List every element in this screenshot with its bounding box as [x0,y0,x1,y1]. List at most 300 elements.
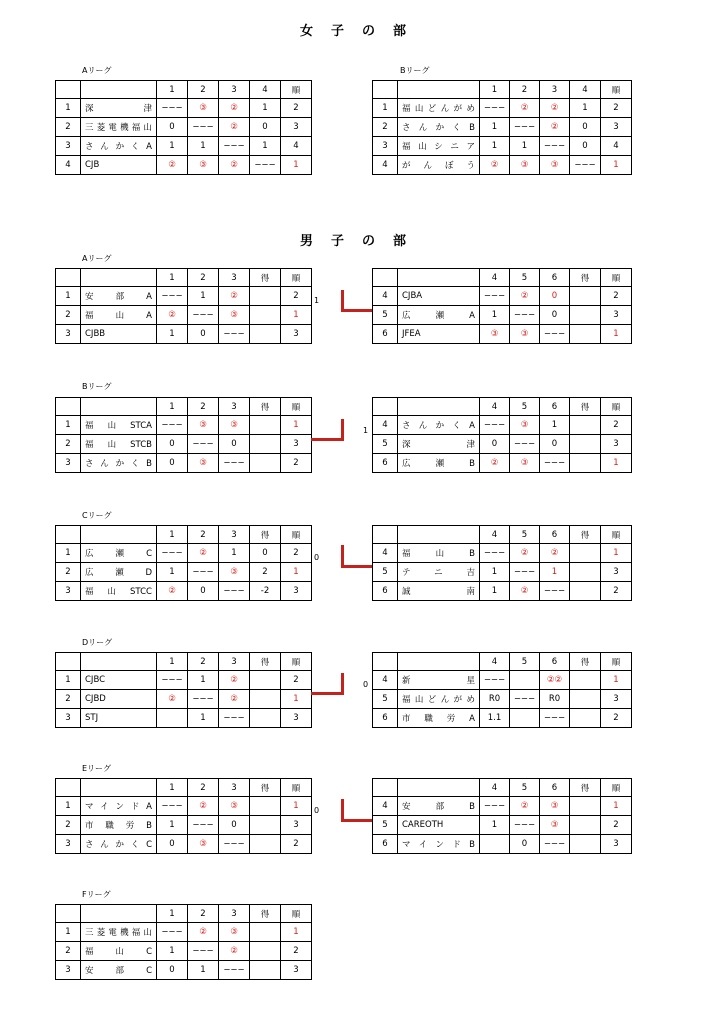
result-cell: ②② [540,671,570,690]
header-cell: 6 [540,269,570,287]
women-league-b-table [372,80,632,175]
table-row [373,99,632,118]
result-cell: 1 [188,137,219,156]
result-cell: 1 [157,816,188,835]
result-cell: −−− [188,942,219,961]
men-title: 男子の部 [299,234,424,249]
row-number: 6 [373,709,398,728]
result-cell: −−− [157,287,188,306]
result-cell: −−− [540,454,570,473]
header-cell: 1 [157,653,188,671]
rank-cell: 2 [601,582,632,601]
result-cell [250,961,281,980]
men-league-a-right-table [372,268,632,344]
header-row [373,779,632,797]
row-number: 5 [373,306,398,325]
men-league-e-right-table [372,778,632,854]
men-league-c-left-table [55,525,312,601]
result-cell [250,923,281,942]
team-name: 安部B [398,797,480,816]
header-cell [56,269,81,287]
table-row [373,416,632,435]
result-cell [570,671,601,690]
team-name: 安部A [81,287,157,306]
header-cell: 5 [510,653,540,671]
row-number: 2 [56,306,81,325]
header-cell: 6 [540,779,570,797]
header-cell: 4 [480,398,510,416]
table-row [373,118,632,137]
header-cell: 順 [281,905,312,923]
header-cell [56,779,81,797]
result-cell: ② [510,544,540,563]
table-row [56,454,312,473]
result-cell: ③ [219,797,250,816]
result-cell: 0 [157,835,188,854]
result-cell: ③ [510,416,540,435]
result-cell: 2 [250,563,281,582]
women-league-a-table [55,80,312,175]
women-league-b-label: Bリーグ [400,66,430,75]
team-name: テニ吉 [398,563,480,582]
team-name: 三菱電機福山 [81,923,157,942]
result-cell: 1 [250,137,281,156]
team-name: 安部C [81,961,157,980]
result-cell: −−− [480,671,510,690]
team-name: 福山A [81,306,157,325]
result-cell [510,709,540,728]
row-number: 5 [373,816,398,835]
rank-cell: 1 [281,156,312,175]
result-cell: −−− [188,816,219,835]
table-row [56,709,312,728]
rank-cell: 3 [601,306,632,325]
header-cell: 得 [250,398,281,416]
result-cell: 0 [157,435,188,454]
header-cell: 1 [157,269,188,287]
row-number: 3 [56,835,81,854]
result-cell: ② [188,923,219,942]
result-cell: 1 [188,709,219,728]
header-cell: 4 [250,81,281,99]
team-name: 福山C [81,942,157,961]
result-cell [570,416,601,435]
header-cell: 2 [188,526,219,544]
result-cell: 1 [570,99,601,118]
result-cell: ② [219,99,250,118]
result-cell: −−− [510,816,540,835]
header-cell [56,905,81,923]
result-cell: −−− [219,137,250,156]
header-cell [373,269,398,287]
row-number: 4 [373,671,398,690]
header-cell [81,398,157,416]
result-cell [250,454,281,473]
result-cell: 1 [480,563,510,582]
result-cell [250,942,281,961]
header-cell: 6 [540,526,570,544]
row-number: 6 [373,835,398,854]
team-name: 新星 [398,671,480,690]
row-number: 4 [373,416,398,435]
table-row [373,544,632,563]
row-number: 2 [56,118,81,137]
result-cell: −−− [157,416,188,435]
team-name: さんかくA [81,137,157,156]
result-cell: 1.1 [480,709,510,728]
table-row [56,544,312,563]
result-cell: ③ [188,835,219,854]
result-cell: 1 [480,582,510,601]
result-cell: −−− [157,99,188,118]
men-league-f-label: Fリーグ [82,890,111,899]
result-cell: 0 [157,118,188,137]
result-cell: ② [510,99,540,118]
rank-cell: 2 [601,287,632,306]
header-cell [373,653,398,671]
result-cell [570,709,601,728]
row-number: 4 [373,287,398,306]
table-row [56,416,312,435]
header-cell: 2 [188,398,219,416]
row-number: 6 [373,582,398,601]
result-cell: 0 [480,435,510,454]
result-cell: −−− [219,325,250,344]
team-name: 広瀬A [398,306,480,325]
men-league-c-right-table [372,525,632,601]
table-row [56,99,312,118]
result-cell [570,835,601,854]
rank-cell: 1 [601,544,632,563]
result-cell [570,690,601,709]
team-name: 福山STCA [81,416,157,435]
men-league-e-left-table [55,778,312,854]
rank-cell: 2 [281,942,312,961]
result-cell: ② [157,582,188,601]
team-name: CJBA [398,287,480,306]
row-number: 1 [373,99,398,118]
result-cell [570,325,601,344]
header-cell [81,653,157,671]
row-number: 4 [373,797,398,816]
result-cell: ② [480,454,510,473]
result-cell: ② [510,582,540,601]
row-number: 2 [56,816,81,835]
team-name: 三菱電機福山 [81,118,157,137]
team-name: CJB [81,156,157,175]
header-row [56,81,312,99]
header-cell [81,81,157,99]
men-league-a-label: Aリーグ [82,254,112,263]
table-row [373,156,632,175]
header-cell: 得 [250,653,281,671]
rank-cell: 1 [281,690,312,709]
rank-cell: 1 [601,454,632,473]
header-cell: 1 [157,398,188,416]
rank-cell: 1 [601,156,632,175]
team-name: 市職労A [398,709,480,728]
result-cell [570,287,601,306]
rank-cell: 1 [281,797,312,816]
header-cell [81,779,157,797]
result-cell: ③ [188,156,219,175]
header-cell: 順 [601,779,632,797]
team-name: マインドB [398,835,480,854]
result-cell: −−− [480,544,510,563]
result-cell: 1 [157,563,188,582]
header-cell [398,81,480,99]
table-row [56,563,312,582]
row-number: 4 [373,156,398,175]
team-name: 広瀬C [81,544,157,563]
header-cell: 6 [540,398,570,416]
header-cell: 1 [157,81,188,99]
men-league-b-right-table [372,397,632,473]
result-cell: −−− [480,416,510,435]
header-cell: 得 [250,779,281,797]
result-cell: −−− [188,118,219,137]
header-cell: 3 [219,779,250,797]
header-cell [373,398,398,416]
rank-cell: 3 [281,435,312,454]
result-cell [570,582,601,601]
result-cell: −−− [540,325,570,344]
rank-cell: 2 [601,99,632,118]
result-cell: 0 [250,544,281,563]
header-cell: 5 [510,398,540,416]
team-name: さんかくB [81,454,157,473]
header-cell: 5 [510,526,540,544]
header-cell [373,779,398,797]
result-cell: ② [219,690,250,709]
result-cell: 1 [157,325,188,344]
result-cell [480,835,510,854]
header-cell: 4 [480,779,510,797]
result-cell: 0 [540,435,570,454]
row-number: 1 [56,416,81,435]
result-cell [570,816,601,835]
result-cell: 0 [157,961,188,980]
result-cell: 1 [480,118,510,137]
result-cell: −−− [540,582,570,601]
rank-cell: 3 [281,816,312,835]
result-cell: ② [188,544,219,563]
header-cell: 1 [157,779,188,797]
header-cell: 順 [281,81,312,99]
result-cell: ② [157,690,188,709]
header-cell: 得 [250,526,281,544]
row-number: 1 [56,287,81,306]
result-cell: ③ [219,416,250,435]
rank-cell: 2 [281,287,312,306]
result-cell: −−− [510,435,540,454]
rank-cell: 2 [281,454,312,473]
table-row [373,306,632,325]
result-cell: −−− [540,137,570,156]
header-cell: 2 [188,905,219,923]
header-cell: 3 [219,653,250,671]
result-cell: ③ [540,816,570,835]
result-cell: −−− [480,287,510,306]
header-cell: 2 [188,779,219,797]
team-name: 福山どんがめ [398,99,480,118]
rank-cell: 3 [601,690,632,709]
header-cell: 得 [570,398,601,416]
result-cell: 0 [540,306,570,325]
header-cell: 得 [570,526,601,544]
result-cell: −−− [188,306,219,325]
rank-cell: 2 [601,709,632,728]
result-cell: −−− [188,563,219,582]
result-cell: R0 [540,690,570,709]
table-row [56,835,312,854]
table-row [56,816,312,835]
result-cell: 1 [188,287,219,306]
result-cell [570,435,601,454]
table-row [373,454,632,473]
rank-cell: 3 [601,563,632,582]
result-cell: ③ [510,454,540,473]
table-row [56,961,312,980]
rank-cell: 1 [281,306,312,325]
result-cell: 1 [540,563,570,582]
header-cell: 2 [188,81,219,99]
rank-cell: 3 [281,118,312,137]
result-cell: −−− [570,156,601,175]
header-cell: 順 [601,81,632,99]
row-number: 1 [56,99,81,118]
team-name: 深津 [81,99,157,118]
result-cell: ② [540,99,570,118]
men-league-a-left-table [55,268,312,344]
result-cell: ② [480,156,510,175]
result-cell: 1 [219,544,250,563]
men-league-e-label: Eリーグ [82,764,112,773]
table-row [56,306,312,325]
rank-cell: 3 [601,435,632,454]
header-cell: 6 [540,653,570,671]
men-league-b-label: Bリーグ [82,382,112,391]
result-cell: ③ [510,156,540,175]
row-number: 5 [373,690,398,709]
header-cell: 順 [601,398,632,416]
result-cell: −−− [480,99,510,118]
result-cell: ② [219,671,250,690]
result-cell [250,435,281,454]
result-cell: 0 [219,435,250,454]
header-row [56,269,312,287]
rank-cell: 2 [281,835,312,854]
rank-cell: 3 [281,325,312,344]
rank-cell: 2 [281,671,312,690]
team-name: 広瀬B [398,454,480,473]
row-number: 2 [56,435,81,454]
result-cell [250,306,281,325]
result-cell [250,287,281,306]
header-cell: 3 [219,398,250,416]
rank-cell: 3 [281,709,312,728]
result-cell: −−− [157,797,188,816]
result-cell: ③ [188,454,219,473]
result-cell: −−− [219,835,250,854]
team-name: さんかくA [398,416,480,435]
result-cell: ③ [188,99,219,118]
rank-cell: 2 [601,816,632,835]
header-row [56,526,312,544]
team-name: 福山B [398,544,480,563]
men-league-f-left-table [55,904,312,980]
result-cell: −−− [219,709,250,728]
result-cell [250,709,281,728]
team-name: CJBD [81,690,157,709]
result-cell [250,816,281,835]
header-cell [398,269,480,287]
result-cell: −−− [219,961,250,980]
header-cell: 3 [219,526,250,544]
result-cell [570,544,601,563]
row-number: 5 [373,435,398,454]
team-name: 広瀬D [81,563,157,582]
header-cell: 順 [601,526,632,544]
table-row [56,287,312,306]
rank-cell: 1 [281,416,312,435]
row-number: 3 [373,137,398,156]
header-cell: 得 [570,653,601,671]
result-cell [570,563,601,582]
result-cell: ② [157,156,188,175]
result-cell [570,454,601,473]
rank-cell: 4 [601,137,632,156]
header-cell: 5 [510,779,540,797]
result-cell: 1 [480,306,510,325]
header-cell: 3 [219,905,250,923]
result-cell [510,671,540,690]
result-cell: ② [540,544,570,563]
header-cell [56,398,81,416]
header-cell [373,526,398,544]
rank-cell: 2 [601,416,632,435]
header-cell: 5 [510,269,540,287]
table-row [56,671,312,690]
result-cell: ③ [540,797,570,816]
row-number: 3 [56,709,81,728]
table-row [56,118,312,137]
team-name: 福山どんがめ [398,690,480,709]
rank-cell: 3 [601,118,632,137]
row-number: 4 [373,544,398,563]
result-cell: −−− [510,118,540,137]
women-league-a-label: Aリーグ [82,66,112,75]
header-cell: 3 [540,81,570,99]
result-cell: ② [510,797,540,816]
table-row [56,156,312,175]
header-row [373,81,632,99]
header-cell: 順 [601,269,632,287]
result-cell: ② [219,287,250,306]
team-name: がんぼう [398,156,480,175]
result-cell: 0 [188,582,219,601]
row-number: 3 [56,582,81,601]
header-row [373,398,632,416]
header-cell: 得 [570,269,601,287]
result-cell: ③ [540,156,570,175]
table-row [56,797,312,816]
row-number: 6 [373,454,398,473]
result-cell: −−− [188,435,219,454]
result-cell: 1 [157,942,188,961]
men-league-e-decider-left: 0 [314,806,320,815]
row-number: 2 [56,690,81,709]
